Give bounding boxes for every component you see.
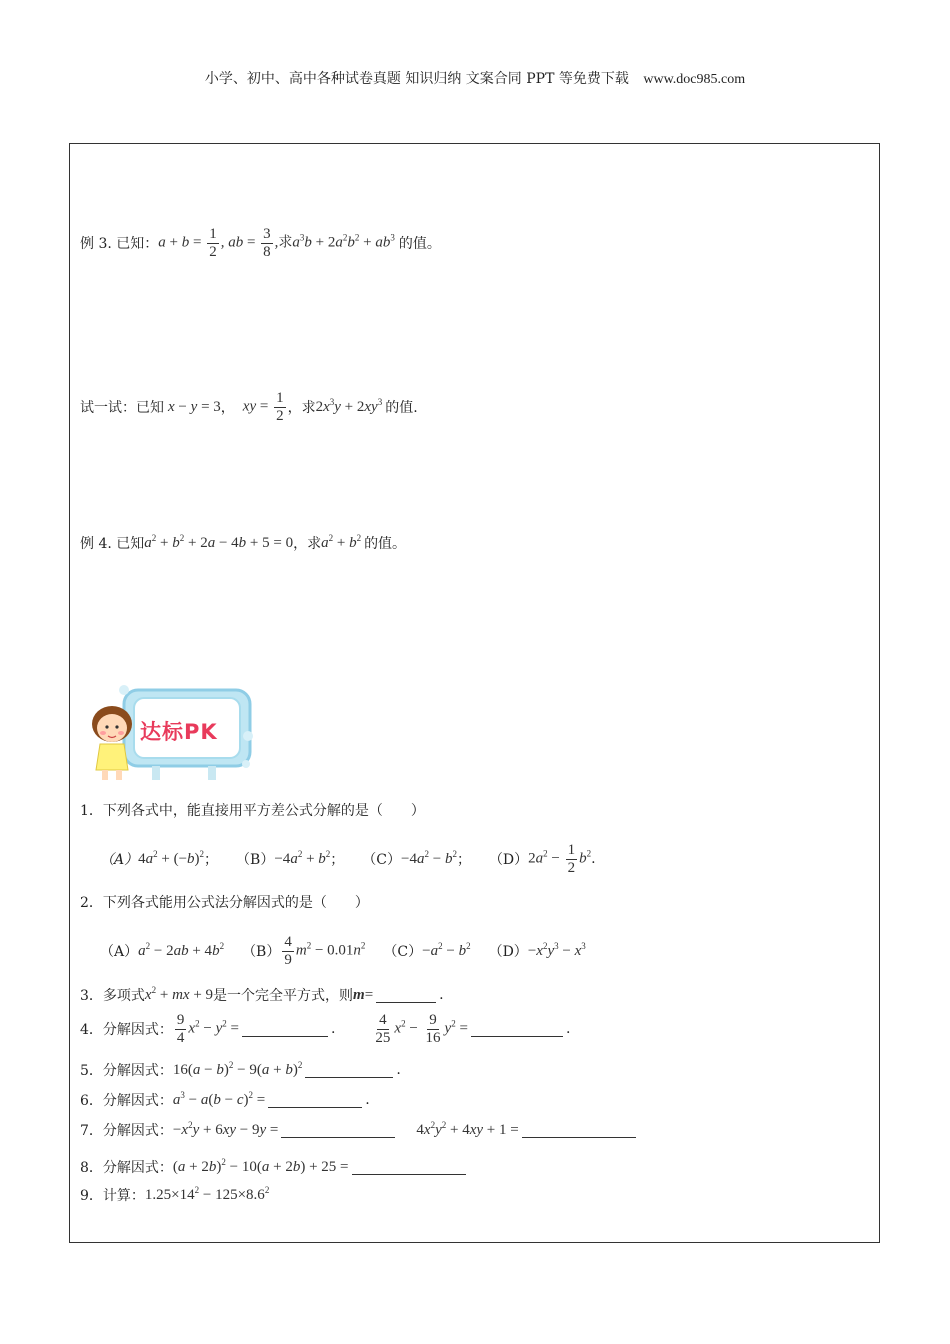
example-4 xyxy=(80,533,406,553)
q1-option-d[interactable]: （D） $2a^2$ − $\frac{1}{2}$ $b^2$ . xyxy=(488,842,596,876)
question-3-equals: = xyxy=(364,986,374,1003)
question-4 xyxy=(80,1012,570,1046)
header-url[interactable]: www.doc985.com xyxy=(643,72,746,87)
q2-option-b-formula: $\frac{4}{9}$ $m^2 - 0.01n^2$ xyxy=(284,934,366,968)
question-4-prefix: 4．分解因式： xyxy=(80,1022,173,1038)
q2-option-c-label: （C） xyxy=(383,944,423,960)
question-9 xyxy=(80,1185,269,1205)
q2-option-b-label: （B） xyxy=(242,944,281,960)
question-6-end: . xyxy=(365,1092,370,1108)
page-header xyxy=(0,68,950,88)
question-5-end: . xyxy=(396,1062,401,1078)
example-3-end: 的值。 xyxy=(398,236,441,252)
try-it-comma: ， xyxy=(220,400,235,416)
question-8-formula: $(a + 2b)^2 - 10(a + 2b) + 25$ = xyxy=(172,1156,349,1175)
question-9-formula: $1.25\times 14^2 - 125\times 8.6^2$ xyxy=(144,1184,270,1203)
question-8-answer-blank[interactable] xyxy=(352,1160,466,1175)
question-7-answer-blank-2[interactable] xyxy=(522,1123,636,1138)
question-3-var: m xyxy=(353,986,365,1003)
example-3-formula: a + b = $\frac{1}{2}$ , ab = $\frac{3}{8}$ ,求$a^3b + 2a^2b^2 + ab^3$ xyxy=(158,226,395,260)
try-it-label: 试一试：已知 xyxy=(80,400,164,416)
q2-option-a-label: （A） xyxy=(100,944,139,960)
try-it-ask: ，求 xyxy=(287,400,316,416)
q1-option-b[interactable]: （B） $-4a^2 + b^2$ ； xyxy=(236,848,345,868)
try-it-formula-3: $2x^3y + 2xy^3$ xyxy=(315,396,383,415)
q2-option-c-formula: $-a^2 - b^2$ xyxy=(422,940,471,959)
q1-option-d-label: （D） xyxy=(488,852,529,868)
example-4-ask: ，求 xyxy=(293,536,322,552)
question-4-answer-blank-2[interactable] xyxy=(471,1022,563,1037)
question-1-options xyxy=(100,842,614,876)
badge-dabiao-pk xyxy=(88,684,260,788)
question-7-formula-1: $-x^2y + 6xy - 9y$ = xyxy=(172,1119,279,1138)
badge-title: 达标PK xyxy=(140,720,218,744)
try-it-formula-2: xy = $\frac{1}{2}$ xyxy=(242,390,284,424)
header-text: 小学、初中、高中各种试卷真题 知识归纳 文案合同 PPT 等免费下载 xyxy=(204,71,629,87)
q2-option-b[interactable] xyxy=(242,934,365,968)
question-2-stem xyxy=(80,892,369,912)
question-4-answer-blank-1[interactable] xyxy=(242,1022,328,1037)
try-it xyxy=(80,390,418,424)
question-5-answer-blank[interactable] xyxy=(305,1063,393,1078)
question-6-formula: $a^3 - a(b - c)^2$ = xyxy=(172,1089,266,1108)
question-1-stem xyxy=(80,800,425,820)
question-4-end-1: . xyxy=(330,1021,336,1037)
example-3 xyxy=(80,226,441,260)
q1-option-a[interactable]: （A） $4a^2 + (-b)^2$ ； xyxy=(100,848,219,868)
q1-option-c-formula: $-4a^2 - b^2$ xyxy=(401,848,457,867)
example-4-formula-1: $a^2 + b^2 + 2a - 4b + 5 = 0$ xyxy=(144,532,294,551)
q1-option-d-formula: $2a^2$ − $\frac{1}{2}$ $b^2$ xyxy=(528,842,592,876)
q2-option-a-formula: $a^2 - 2ab + 4b^2$ xyxy=(138,940,225,959)
question-3-text: 是一个完全平方式，则 xyxy=(213,988,354,1004)
question-6 xyxy=(80,1090,370,1110)
question-4-formula-1: $\frac{9}{4}$ $x^2 - y^2$ = xyxy=(176,1012,239,1046)
example-4-formula-2: $a^2 + b^2$ xyxy=(321,532,362,551)
question-9-prefix: 9．计算： xyxy=(80,1188,145,1204)
q2-option-d-label: （D） xyxy=(488,944,528,960)
question-2-options xyxy=(100,934,604,968)
question-8-prefix: 8．分解因式： xyxy=(80,1160,173,1176)
question-6-answer-blank[interactable] xyxy=(268,1093,362,1108)
question-5-formula: $16(a - b)^2 - 9(a + b)^2$ xyxy=(172,1059,303,1078)
q1-option-a-label: （A） xyxy=(100,852,139,868)
try-it-formula-1: x − y = 3 xyxy=(168,398,221,415)
question-3-end: . xyxy=(439,987,444,1003)
question-5-prefix: 5．分解因式： xyxy=(80,1063,173,1079)
question-4-formula-2: $\frac{4}{25}$ $x^2$ − $\frac{9}{16}$ $y^2$ = xyxy=(375,1012,468,1046)
question-3-answer-blank[interactable] xyxy=(376,988,436,1003)
q2-option-d[interactable] xyxy=(489,941,586,961)
question-2-text: 2．下列各式能用公式法分解因式的是（ ） xyxy=(80,895,369,911)
question-8 xyxy=(80,1157,469,1177)
question-7-prefix: 7．分解因式： xyxy=(80,1123,173,1139)
example-3-label: 例 3. 已知： xyxy=(80,236,159,252)
question-6-prefix: 6．分解因式： xyxy=(80,1093,173,1109)
question-7-answer-blank-1[interactable] xyxy=(281,1123,395,1138)
question-5 xyxy=(80,1060,401,1080)
example-4-end: 的值。 xyxy=(364,536,407,552)
q2-option-d-formula: $-x^2y^3 - x^3$ xyxy=(527,940,586,959)
q1-option-b-formula: $-4a^2 + b^2$ xyxy=(274,848,331,867)
q1-option-c[interactable]: （C） $-4a^2 - b^2$ ； xyxy=(362,848,471,868)
question-7-formula-2: $4x^2y^2 + 4xy + 1$ = xyxy=(416,1119,519,1138)
q2-option-a[interactable] xyxy=(100,941,224,961)
q1-option-b-label: （B） xyxy=(236,852,275,868)
question-3-formula: $x^2$ + mx + 9 xyxy=(144,984,214,1003)
example-4-label: 例 4. 已知 xyxy=(80,536,145,552)
question-1-text: 1．下列各式中，能直接用平方差公式分解的是（ ） xyxy=(80,803,425,819)
q1-option-a-formula: $4a^2 + (-b)^2$ xyxy=(138,848,205,867)
question-3-prefix: 3．多项式 xyxy=(80,988,145,1004)
question-7 xyxy=(80,1120,639,1140)
try-it-end: 的值. xyxy=(385,400,418,416)
question-4-end-2: . xyxy=(565,1021,571,1037)
question-3 xyxy=(80,985,444,1005)
q1-option-c-label: （C） xyxy=(362,852,401,868)
q2-option-c[interactable] xyxy=(383,941,470,961)
